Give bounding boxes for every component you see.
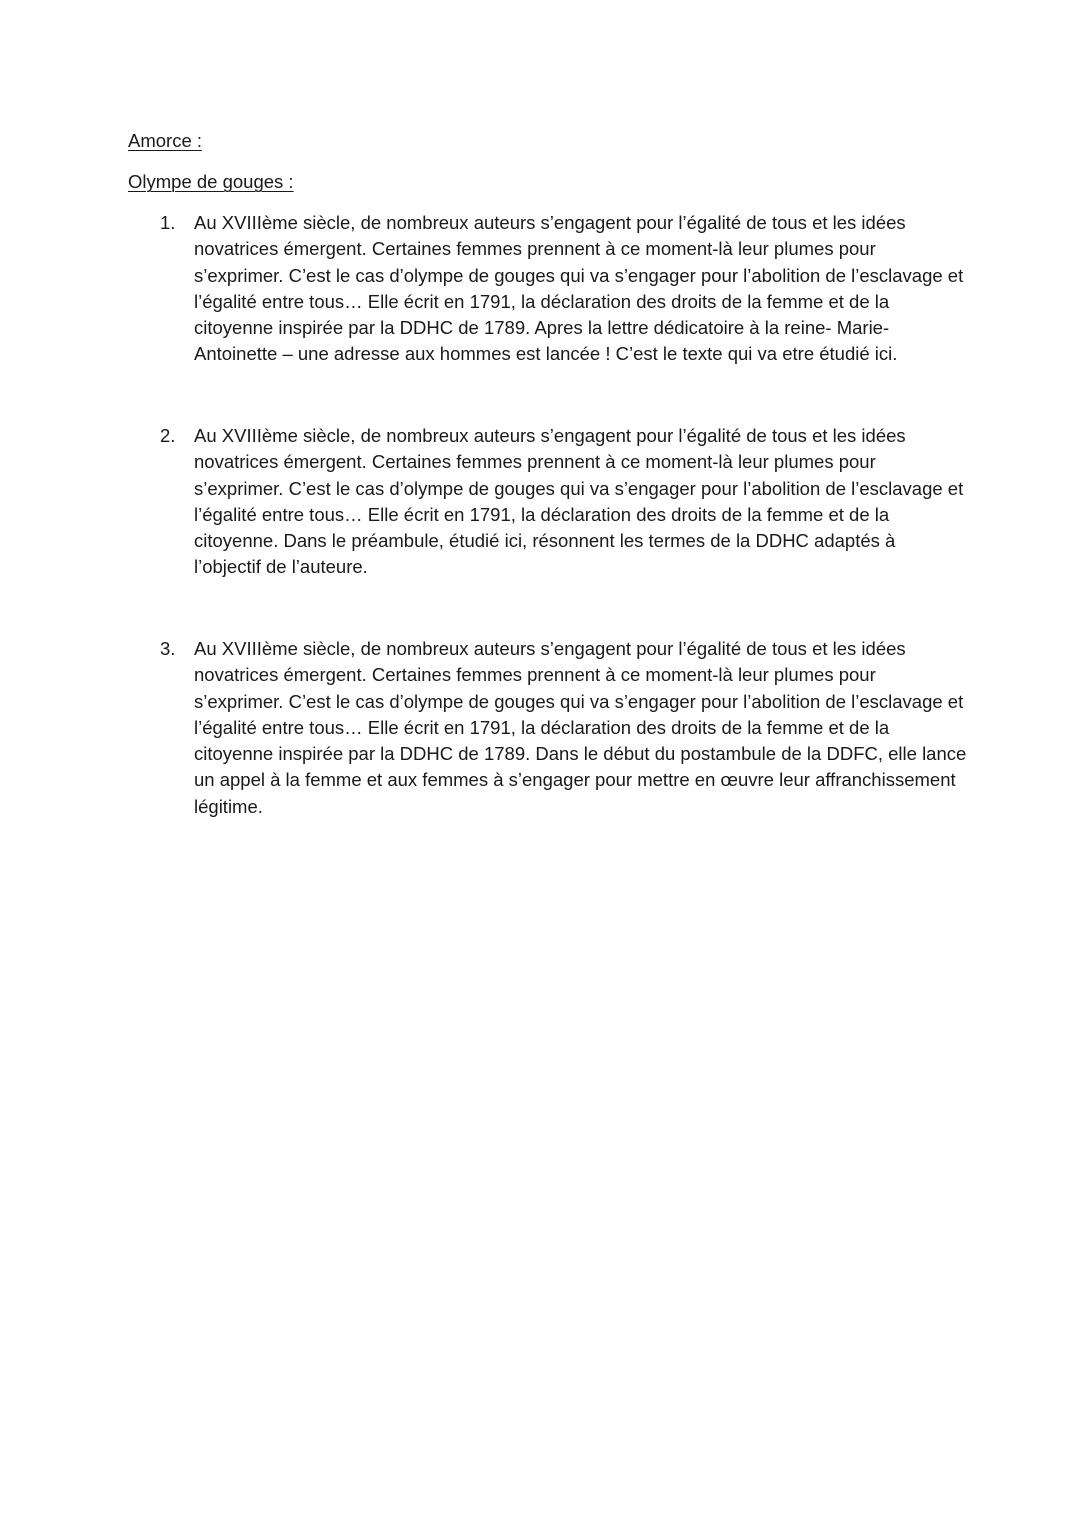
list-item-number: 1. [160, 212, 176, 233]
text-line: l’objectif de l’auteure. [194, 556, 368, 578]
text-line: Antoinette – une adresse aux hommes est lancée ! C’est le texte qui va etre étudié ici. [194, 343, 898, 365]
list-item-text [194, 636, 967, 820]
text-line: citoyenne inspirée par la DDHC de 1789. Dans le début du postambule de la DDFC, elle lance [194, 743, 967, 765]
text-line: Au XVIIIème siècle, de nombreux auteurs s’engagent pour l’égalité de tous et les idées [194, 425, 906, 446]
heading-subject: Olympe de gouges : [128, 171, 294, 192]
list-item-number: 3. [160, 638, 176, 659]
text-line: l’égalité entre tous… Elle écrit en 1791, la déclaration des droits de la femme et de la [194, 716, 890, 738]
text-line: citoyenne. Dans le préambule, étudié ici, résonnent les termes de la DDHC adaptés à [194, 530, 896, 552]
text-line: l’égalité entre tous… Elle écrit en 1791, la déclaration des droits de la femme et de la [194, 290, 890, 312]
text-line: citoyenne inspirée par la DDHC de 1789. Apres la lettre dédicatoire à la reine- Marie- [194, 317, 890, 339]
text-line: l’égalité entre tous… Elle écrit en 1791, la déclaration des droits de la femme et de la [194, 503, 890, 525]
text-line: s’exprimer. C’est le cas d’olympe de gouges qui va s’engager pour l’abolition de l’esclavage et [194, 477, 964, 499]
text-line: novatrices émergent. Certaines femmes prennent à ce moment-là leur plumes pour [194, 664, 876, 686]
text-line: légitime. [194, 795, 263, 817]
list-item-text [194, 423, 964, 581]
text-line: Au XVIIIème siècle, de nombreux auteurs s’engagent pour l’égalité de tous et les idées [194, 212, 906, 233]
heading-amorce: Amorce : [128, 130, 203, 151]
list-item-text [194, 210, 964, 368]
text-line: s’exprimer. C’est le cas d’olympe de gouges qui va s’engager pour l’abolition de l’esclavage et [194, 264, 964, 286]
text-line: Au XVIIIème siècle, de nombreux auteurs s’engagent pour l’égalité de tous et les idées [194, 638, 906, 659]
text-line: novatrices émergent. Certaines femmes prennent à ce moment-là leur plumes pour [194, 451, 876, 473]
text-line: novatrices émergent. Certaines femmes prennent à ce moment-là leur plumes pour [194, 238, 876, 260]
list-item-number: 2. [160, 425, 176, 446]
text-line: s’exprimer. C’est le cas d’olympe de gouges qui va s’engager pour l’abolition de l’esclavage et [194, 690, 964, 712]
text-line: un appel à la femme et aux femmes à s’engager pour mettre en œuvre leur affranchissement [194, 769, 956, 791]
